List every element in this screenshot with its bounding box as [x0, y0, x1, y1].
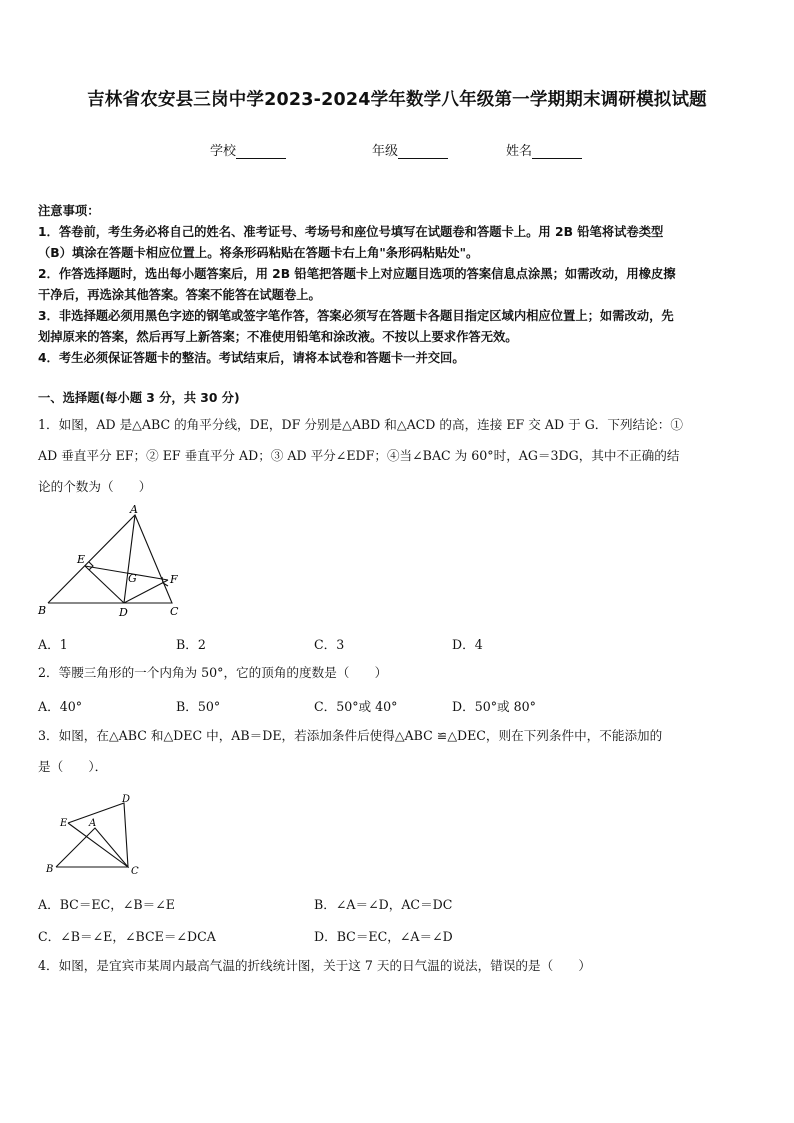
q2-text: 2．等腰三角形的一个内角为 50°，它的顶角的度数是（ ） [38, 665, 388, 680]
fig3-label-a: A [89, 818, 97, 829]
fig3-label-c: C [131, 866, 139, 877]
grade-blank[interactable] [398, 145, 448, 159]
fig1-label-g: G [128, 572, 137, 585]
q2-option-c[interactable]: C．50°或 40° [314, 699, 398, 714]
name-field [506, 140, 582, 159]
fig3-label-e: E [60, 818, 68, 829]
q2-option-b[interactable]: B．50° [176, 699, 221, 714]
q2-option-a[interactable]: A．40° [38, 699, 83, 714]
section-heading: 一、选择题(每小题 3 分，共 30 分) [38, 391, 240, 405]
school-blank[interactable] [236, 145, 286, 159]
fig3-label-d: D [122, 794, 131, 805]
notice-line: 2．作答选择题时，选出每小题答案后，用 2B 铅笔把答题卡上对应题目选项的答案信息点涂黑；如需改动，用橡皮擦 [38, 267, 676, 281]
notice-line: 1．答卷前，考生务必将自己的姓名、准考证号、考场号和座位号填写在试题卷和答题卡上。用 2B 铅笔将试卷类型 [38, 225, 664, 239]
q4-text: 4．如图，是宜宾市某周内最高气温的折线统计图，关于这 7 天的日气温的说法，错误的是（ ） [38, 958, 591, 973]
name-label: 姓名 [506, 144, 533, 159]
q1-option-b[interactable]: B．2 [176, 637, 206, 652]
q1-line2: AD 垂直平分 EF；② EF 垂直平分 AD；③ AD 平分∠EDF；④当∠BAC 为 60°时，AG＝3DG，其中不正确的结 [38, 448, 680, 463]
notice-line: （B）填涂在答题卡相应位置上。将条形码粘贴在答题卡右上角"条形码粘贴处"。 [38, 246, 479, 260]
q1-option-d[interactable]: D．4 [452, 637, 483, 652]
q1-option-c[interactable]: C．3 [314, 637, 345, 652]
q1-line1: 1．如图，AD 是△ABC 的角平分线，DE，DF 分别是△ABD 和△ACD 的高，连接 EF 交 AD 于 G．下列结论：① [38, 417, 683, 432]
fig1-label-f: F [170, 573, 178, 586]
q3-line2: 是（ ）． [38, 759, 108, 774]
notice-heading: 注意事项： [38, 204, 100, 218]
q3-line1: 3．如图，在△ABC 和△DEC 中，AB＝DE，若添加条件后使得△ABC ≌△DEC，则在下列条件中，不能添加的 [38, 728, 663, 743]
q1-line3: 论的个数为（ ） [38, 479, 152, 494]
grade-field [372, 140, 448, 159]
q3-option-c[interactable]: C．∠B＝∠E，∠BCE＝∠DCA [38, 929, 216, 944]
school-field [210, 140, 286, 159]
q1-option-a[interactable]: A．1 [38, 637, 68, 652]
fig1-label-c: C [170, 605, 179, 618]
q3-option-b[interactable]: B．∠A＝∠D，AC＝DC [314, 897, 453, 912]
fig1-label-d: D [119, 606, 128, 619]
exam-title: 吉林省农安县三岗中学2023-2024学年数学八年级第一学期期末调研模拟试题 [87, 90, 707, 110]
school-label: 学校 [210, 144, 237, 159]
q3-figure [40, 790, 150, 880]
q3-option-d[interactable]: D．BC＝EC，∠A＝∠D [314, 929, 453, 944]
grade-label: 年级 [372, 144, 399, 159]
name-blank[interactable] [532, 145, 582, 159]
notice-line: 划掉原来的答案，然后再写上新答案；不准使用铅笔和涂改液。不按以上要求作答无效。 [38, 330, 518, 344]
fig3-label-b: B [46, 864, 54, 875]
q3-option-a[interactable]: A．BC＝EC，∠B＝∠E [38, 897, 175, 912]
notice-line: 4．考生必须保证答题卡的整洁。考试结束后，请将本试卷和答题卡一并交回。 [38, 351, 465, 365]
notice-line: 3．非选择题必须用黑色字迹的钢笔或签字笔作答，答案必须写在答题卡各题目指定区域内相应位置上；如需改动，先 [38, 309, 674, 323]
notice-line: 干净后，再选涂其他答案。答案不能答在试题卷上。 [38, 288, 321, 302]
fig1-label-e: E [77, 553, 86, 566]
q1-figure [34, 500, 194, 622]
fig1-label-b: B [38, 604, 47, 617]
fig1-label-a: A [130, 503, 138, 516]
q2-option-d[interactable]: D．50°或 80° [452, 699, 536, 714]
